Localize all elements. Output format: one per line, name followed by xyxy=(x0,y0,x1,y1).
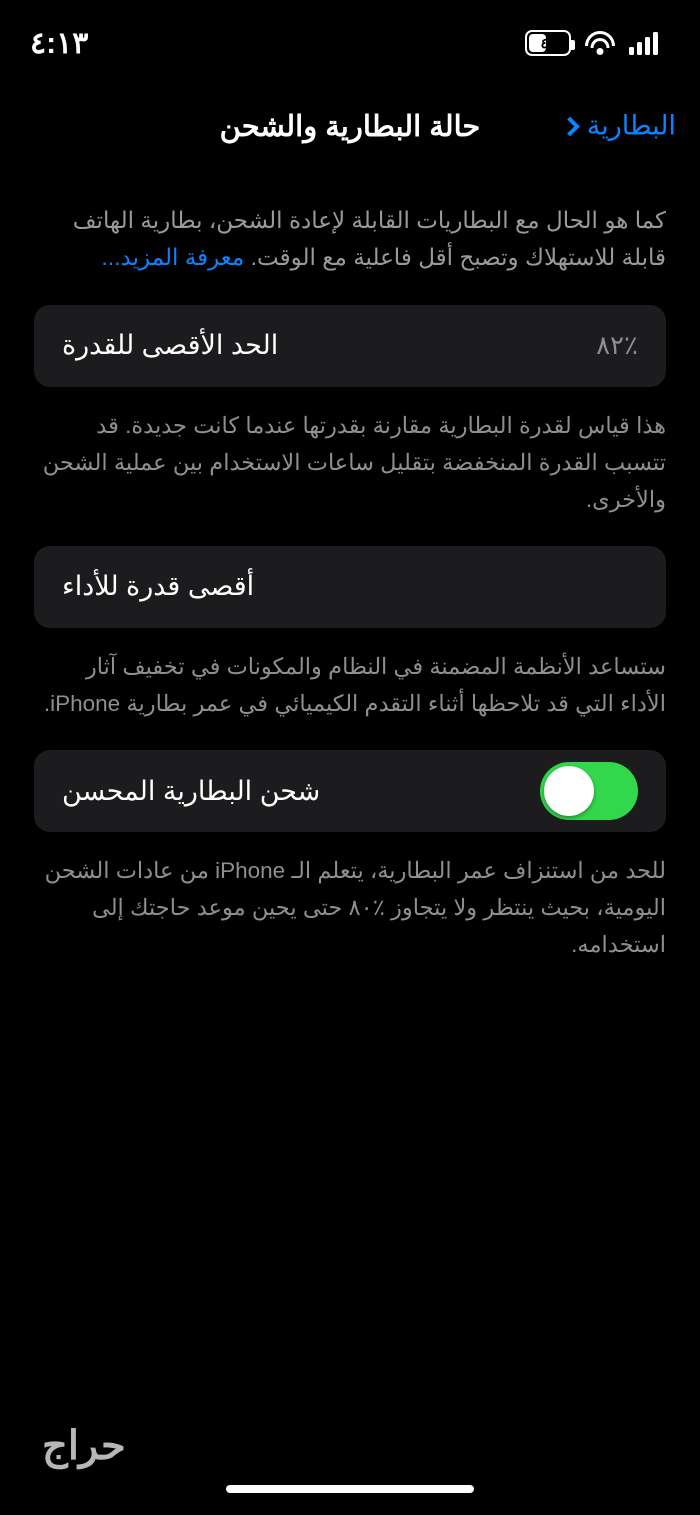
optimized-charging-toggle[interactable] xyxy=(540,762,638,820)
home-indicator[interactable] xyxy=(226,1485,474,1493)
navigation-bar xyxy=(0,86,700,166)
battery-percent-label: ٤٣ xyxy=(540,34,556,51)
chevron-right-icon xyxy=(560,116,580,136)
optimized-charging-label: شحن البطارية المحسن xyxy=(62,775,321,806)
learn-more-link[interactable]: معرفة المزيد... xyxy=(101,244,245,271)
max-capacity-row[interactable] xyxy=(34,305,666,387)
peak-performance-row[interactable] xyxy=(34,546,666,628)
max-capacity-footnote: هذا قياس لقدرة البطارية مقارنة بقدرتها عندما كانت جديدة. قد تتسبب القدرة المنخفضة بتقليل ساعات الاستخدام بين عملية الشحن والأخرى. xyxy=(42,412,666,512)
wifi-icon xyxy=(585,31,615,55)
back-button[interactable] xyxy=(563,111,676,142)
toggle-knob xyxy=(544,766,594,816)
status-indicators xyxy=(525,30,658,56)
peak-performance-footnote: ستساعد الأنظمة المضمنة في النظام والمكونات في تخفيف آثار الأداء التي قد تلاحظها أثناء التقدم الكيميائي في عمر بطارية iPhone. xyxy=(43,653,666,716)
status-time: ٤:١٣ xyxy=(30,26,89,60)
battery-icon xyxy=(525,30,571,56)
intro-text xyxy=(34,202,666,277)
intro-body: كما هو الحال مع البطاريات القابلة لإعادة الشحن، بطارية الهاتف قابلة للاستهلاك وتصبح أقل فاعلية مع الوقت. xyxy=(72,207,666,271)
optimized-charging-row xyxy=(34,750,666,832)
main-content xyxy=(0,166,700,964)
optimized-charging-footnote: للحد من استنزاف عمر البطارية، يتعلم الـ iPhone من عادات الشحن اليومية، بحيث ينتظر ولا يتجاوز ٪٨٠ حتى يحين موعد حاجتك إلى استخدامه. xyxy=(44,858,666,958)
signal-bars-icon xyxy=(629,31,658,55)
status-bar xyxy=(0,0,700,86)
max-capacity-label: الحد الأقصى للقدرة xyxy=(62,330,279,360)
watermark: حراج xyxy=(42,1424,126,1468)
peak-performance-label: أقصى قدرة للأداء xyxy=(62,571,255,602)
max-capacity-value: ٪٨٢ xyxy=(596,330,638,360)
back-button-label: البطارية xyxy=(586,110,676,141)
page-title: حالة البطارية والشحن xyxy=(219,110,481,143)
